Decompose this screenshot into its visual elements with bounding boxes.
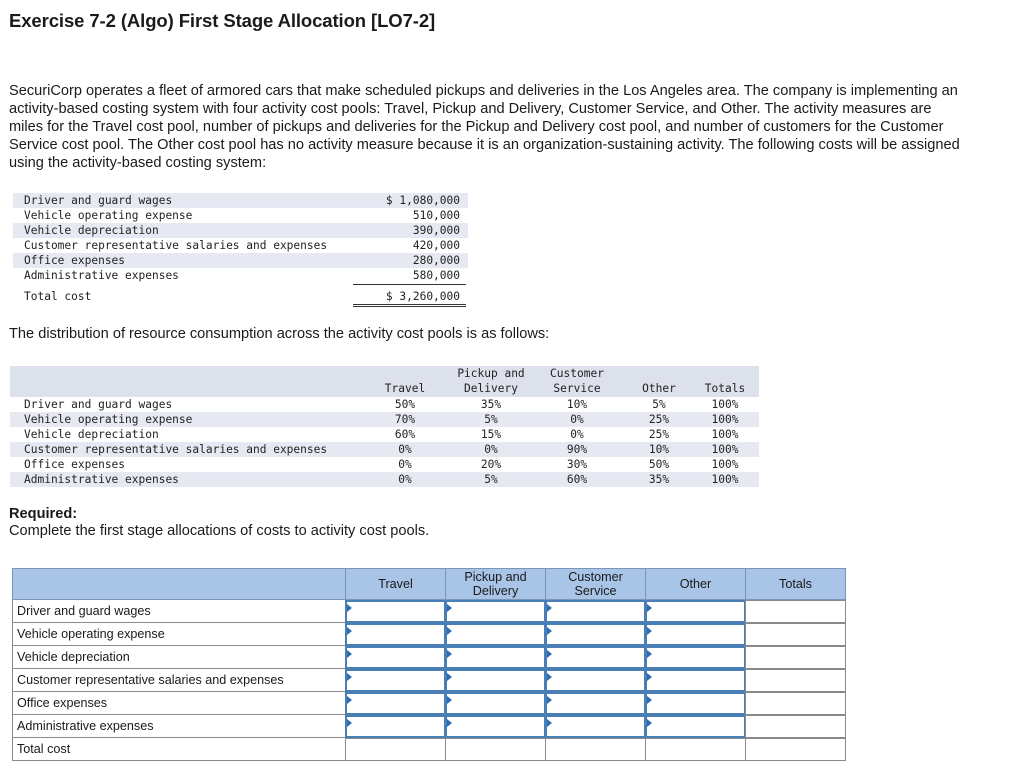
allocation-input[interactable]: [353, 719, 441, 734]
problem-description: SecuriCorp operates a fleet of armored cars that make scheduled pickups and deliveries in the Los Angeles area. The company is implementing an activity-based costing system with four activity cost pools: Travel, Pickup and Delivery, Customer Service, and Other. The activity measures are miles for the Travel cost pool, number of pickups and deliveries for the Pickup and Delivery cost pool, and number of customers for the Customer Service cost pool. The Other cost pool has no activity measure because it is an organization-sustaining activity. The following costs will be assigned using the activity-based costing system:: [9, 83, 960, 171]
allocation-input[interactable]: [752, 741, 842, 758]
allocation-input[interactable]: [353, 627, 441, 642]
allocation-input-cell[interactable]: [345, 738, 446, 761]
input-marker-icon: [447, 673, 452, 681]
input-marker-icon: [347, 673, 352, 681]
distribution-row: [10, 472, 759, 487]
allocation-input-cell[interactable]: [645, 669, 746, 692]
distribution-value: 5%: [484, 413, 498, 426]
distribution-value: 30%: [566, 458, 588, 471]
distribution-label: Customer representative salaries and expenses: [24, 443, 328, 456]
answer-row-label: Driver and guard wages: [12, 600, 345, 623]
allocation-input-cell[interactable]: [445, 738, 546, 761]
allocation-input[interactable]: [553, 719, 641, 734]
allocation-input-cell[interactable]: [645, 623, 746, 646]
required-label: Required:: [9, 506, 78, 522]
allocation-input-cell[interactable]: [345, 623, 446, 646]
input-marker-icon: [547, 604, 552, 612]
distribution-value: 100%: [711, 413, 739, 426]
distribution-value: 0%: [398, 458, 412, 471]
input-marker-icon: [647, 604, 652, 612]
cost-total-amount: $ 3,260,000: [385, 290, 460, 303]
allocation-answer-table: [12, 568, 845, 762]
total-underline: [353, 304, 466, 305]
distribution-label: Vehicle depreciation: [24, 428, 159, 441]
cost-amount: 420,000: [412, 239, 460, 252]
cost-amount: $ 1,080,000: [385, 194, 460, 207]
allocation-input[interactable]: [752, 695, 842, 712]
allocation-input[interactable]: [752, 718, 842, 735]
cost-label: Driver and guard wages: [24, 194, 173, 207]
distribution-value: 100%: [711, 398, 739, 411]
answer-header-blank: [12, 568, 346, 600]
cost-row: [13, 193, 468, 208]
input-marker-icon: [647, 673, 652, 681]
allocation-input-cell[interactable]: [645, 692, 746, 715]
input-marker-icon: [447, 650, 452, 658]
distribution-col-header: Customer: [550, 367, 604, 380]
distribution-value: 5%: [484, 473, 498, 486]
distribution-col-header: Other: [642, 382, 676, 395]
allocation-input[interactable]: [452, 741, 542, 758]
distribution-value: 15%: [480, 428, 502, 441]
allocation-input[interactable]: [453, 604, 541, 619]
allocation-input-cell[interactable]: [345, 715, 446, 738]
allocation-input-cell[interactable]: [545, 715, 646, 738]
cost-label: Office expenses: [24, 254, 126, 267]
cost-amount: 510,000: [412, 209, 460, 222]
cost-label: Customer representative salaries and expenses: [24, 239, 328, 252]
allocation-input-cell[interactable]: [445, 669, 546, 692]
distribution-value: 60%: [394, 428, 416, 441]
allocation-input-cell[interactable]: [445, 600, 546, 623]
distribution-col-header: Totals: [704, 382, 746, 395]
cost-row: [13, 253, 468, 268]
distribution-row: [10, 427, 759, 442]
allocation-input-cell[interactable]: [645, 646, 746, 669]
input-marker-icon: [347, 627, 352, 635]
distribution-value: 25%: [648, 428, 670, 441]
allocation-input-cell[interactable]: [345, 600, 446, 623]
answer-row-label: Vehicle depreciation: [12, 646, 345, 669]
allocation-input-cell[interactable]: [345, 692, 446, 715]
allocation-input[interactable]: [553, 650, 641, 665]
distribution-value: 50%: [648, 458, 670, 471]
allocation-input-cell[interactable]: [545, 738, 646, 761]
distribution-label: Vehicle operating expense: [24, 413, 193, 426]
distribution-row: [10, 457, 759, 472]
input-marker-icon: [347, 719, 352, 727]
distribution-value: 50%: [394, 398, 416, 411]
distribution-label: Driver and guard wages: [24, 398, 173, 411]
distribution-col-header: Delivery: [464, 382, 518, 395]
distribution-value: 70%: [394, 413, 416, 426]
input-marker-icon: [647, 719, 652, 727]
allocation-input[interactable]: [653, 604, 741, 619]
allocation-input[interactable]: [752, 649, 842, 666]
allocation-input[interactable]: [353, 696, 441, 711]
allocation-input[interactable]: [353, 650, 441, 665]
distribution-intro: The distribution of resource consumption across the activity cost pools is as follows:: [9, 326, 550, 342]
distribution-value: 10%: [566, 398, 588, 411]
distribution-value: 100%: [711, 458, 739, 471]
distribution-row: [10, 442, 759, 457]
distribution-row: [10, 397, 759, 412]
cost-row: [13, 268, 468, 283]
allocation-input-cell[interactable]: [745, 738, 846, 761]
input-marker-icon: [647, 650, 652, 658]
cost-row: [13, 208, 468, 223]
distribution-col-header: Service: [553, 382, 601, 395]
cost-total-label: Total cost: [24, 290, 92, 303]
answer-header-travel: Travel: [378, 577, 413, 591]
allocation-input-cell[interactable]: [745, 623, 846, 646]
distribution-value: 10%: [648, 443, 670, 456]
cost-label: Administrative expenses: [24, 269, 179, 282]
input-marker-icon: [447, 627, 452, 635]
allocation-input-cell[interactable]: [445, 692, 546, 715]
input-marker-icon: [347, 650, 352, 658]
allocation-input-cell[interactable]: [545, 692, 646, 715]
required-text: Complete the first stage allocations of costs to activity cost pools.: [9, 523, 430, 539]
allocation-input[interactable]: [353, 604, 441, 619]
allocation-input-cell[interactable]: [445, 715, 546, 738]
allocation-input[interactable]: [553, 627, 641, 642]
answer-row-label: Customer representative salaries and expenses: [12, 669, 345, 692]
allocation-input-cell[interactable]: [445, 646, 546, 669]
allocation-input[interactable]: [653, 673, 741, 688]
cost-amount: 580,000: [412, 269, 460, 282]
allocation-input[interactable]: [652, 741, 742, 758]
distribution-col-header: Travel: [384, 382, 426, 395]
cost-row: [13, 238, 468, 253]
distribution-value: 20%: [480, 458, 502, 471]
cost-row: [13, 223, 468, 238]
allocation-input[interactable]: [453, 627, 541, 642]
distribution-value: 5%: [652, 398, 666, 411]
distribution-value: 100%: [711, 473, 739, 486]
cost-total-row: [13, 289, 468, 304]
cost-amount: 280,000: [412, 254, 460, 267]
page-title: Exercise 7-2 (Algo) First Stage Allocation [LO7-2]: [9, 10, 436, 31]
answer-row-label: Administrative expenses: [12, 715, 345, 738]
distribution-value: 35%: [648, 473, 670, 486]
allocation-input-cell[interactable]: [545, 646, 646, 669]
input-marker-icon: [547, 696, 552, 704]
distribution-table: [10, 366, 759, 487]
distribution-value: 0%: [570, 413, 584, 426]
input-marker-icon: [547, 673, 552, 681]
allocation-input-cell[interactable]: [745, 692, 846, 715]
allocation-input-cell[interactable]: [345, 669, 446, 692]
allocation-input[interactable]: [653, 627, 741, 642]
allocation-input[interactable]: [552, 741, 642, 758]
allocation-input[interactable]: [352, 741, 442, 758]
answer-row-label: Office expenses: [12, 692, 345, 715]
input-marker-icon: [347, 604, 352, 612]
allocation-input[interactable]: [553, 696, 641, 711]
input-marker-icon: [347, 696, 352, 704]
cost-label: Vehicle operating expense: [24, 209, 193, 222]
input-marker-icon: [447, 719, 452, 727]
allocation-input-cell[interactable]: [545, 600, 646, 623]
answer-header-other: Other: [679, 577, 712, 591]
input-marker-icon: [547, 650, 552, 658]
allocation-input-cell[interactable]: [745, 646, 846, 669]
answer-row-label: Vehicle operating expense: [12, 623, 345, 646]
distribution-value: 60%: [566, 473, 588, 486]
distribution-value: 100%: [711, 428, 739, 441]
input-marker-icon: [547, 719, 552, 727]
distribution-value: 25%: [648, 413, 670, 426]
answer-row-label: Total cost: [12, 738, 345, 761]
distribution-value: 90%: [566, 443, 588, 456]
allocation-input[interactable]: [553, 673, 641, 688]
distribution-label: Office expenses: [24, 458, 126, 471]
cost-label: Vehicle depreciation: [24, 224, 159, 237]
allocation-input-cell[interactable]: [745, 600, 846, 623]
allocation-input[interactable]: [653, 719, 741, 734]
allocation-input[interactable]: [752, 672, 842, 689]
total-double-underline: [353, 306, 466, 307]
distribution-col-header: Pickup and: [457, 367, 525, 380]
distribution-row: [10, 412, 759, 427]
allocation-input[interactable]: [752, 626, 842, 643]
allocation-input-cell[interactable]: [545, 669, 646, 692]
answer-header-totals: Totals: [779, 577, 812, 591]
allocation-input-cell[interactable]: [645, 715, 746, 738]
input-marker-icon: [447, 696, 452, 704]
distribution-value: 0%: [570, 428, 584, 441]
distribution-value: 0%: [484, 443, 498, 456]
allocation-input[interactable]: [553, 604, 641, 619]
allocation-input[interactable]: [453, 650, 541, 665]
allocation-input[interactable]: [752, 603, 842, 620]
distribution-value: 0%: [398, 443, 412, 456]
input-marker-icon: [647, 696, 652, 704]
answer-header-pickup-and-delivery: Pickup and Delivery: [464, 570, 527, 598]
allocation-input-cell[interactable]: [445, 623, 546, 646]
subtotal-line: [353, 284, 466, 285]
allocation-input[interactable]: [453, 673, 541, 688]
allocation-input[interactable]: [653, 650, 741, 665]
allocation-input-cell[interactable]: [745, 669, 846, 692]
distribution-value: 100%: [711, 443, 739, 456]
answer-header-customer-service: Customer Service: [568, 570, 623, 598]
distribution-label: Administrative expenses: [24, 473, 179, 486]
input-marker-icon: [647, 627, 652, 635]
input-marker-icon: [447, 604, 452, 612]
allocation-input-cell[interactable]: [545, 623, 646, 646]
distribution-value: 0%: [398, 473, 412, 486]
allocation-input[interactable]: [353, 673, 441, 688]
allocation-input-cell[interactable]: [745, 715, 846, 738]
allocation-input-cell[interactable]: [645, 600, 746, 623]
allocation-input[interactable]: [653, 696, 741, 711]
allocation-input-cell[interactable]: [645, 738, 746, 761]
cost-amount: 390,000: [412, 224, 460, 237]
input-marker-icon: [547, 627, 552, 635]
allocation-input[interactable]: [453, 719, 541, 734]
distribution-value: 35%: [480, 398, 502, 411]
allocation-input-cell[interactable]: [345, 646, 446, 669]
allocation-input[interactable]: [453, 696, 541, 711]
